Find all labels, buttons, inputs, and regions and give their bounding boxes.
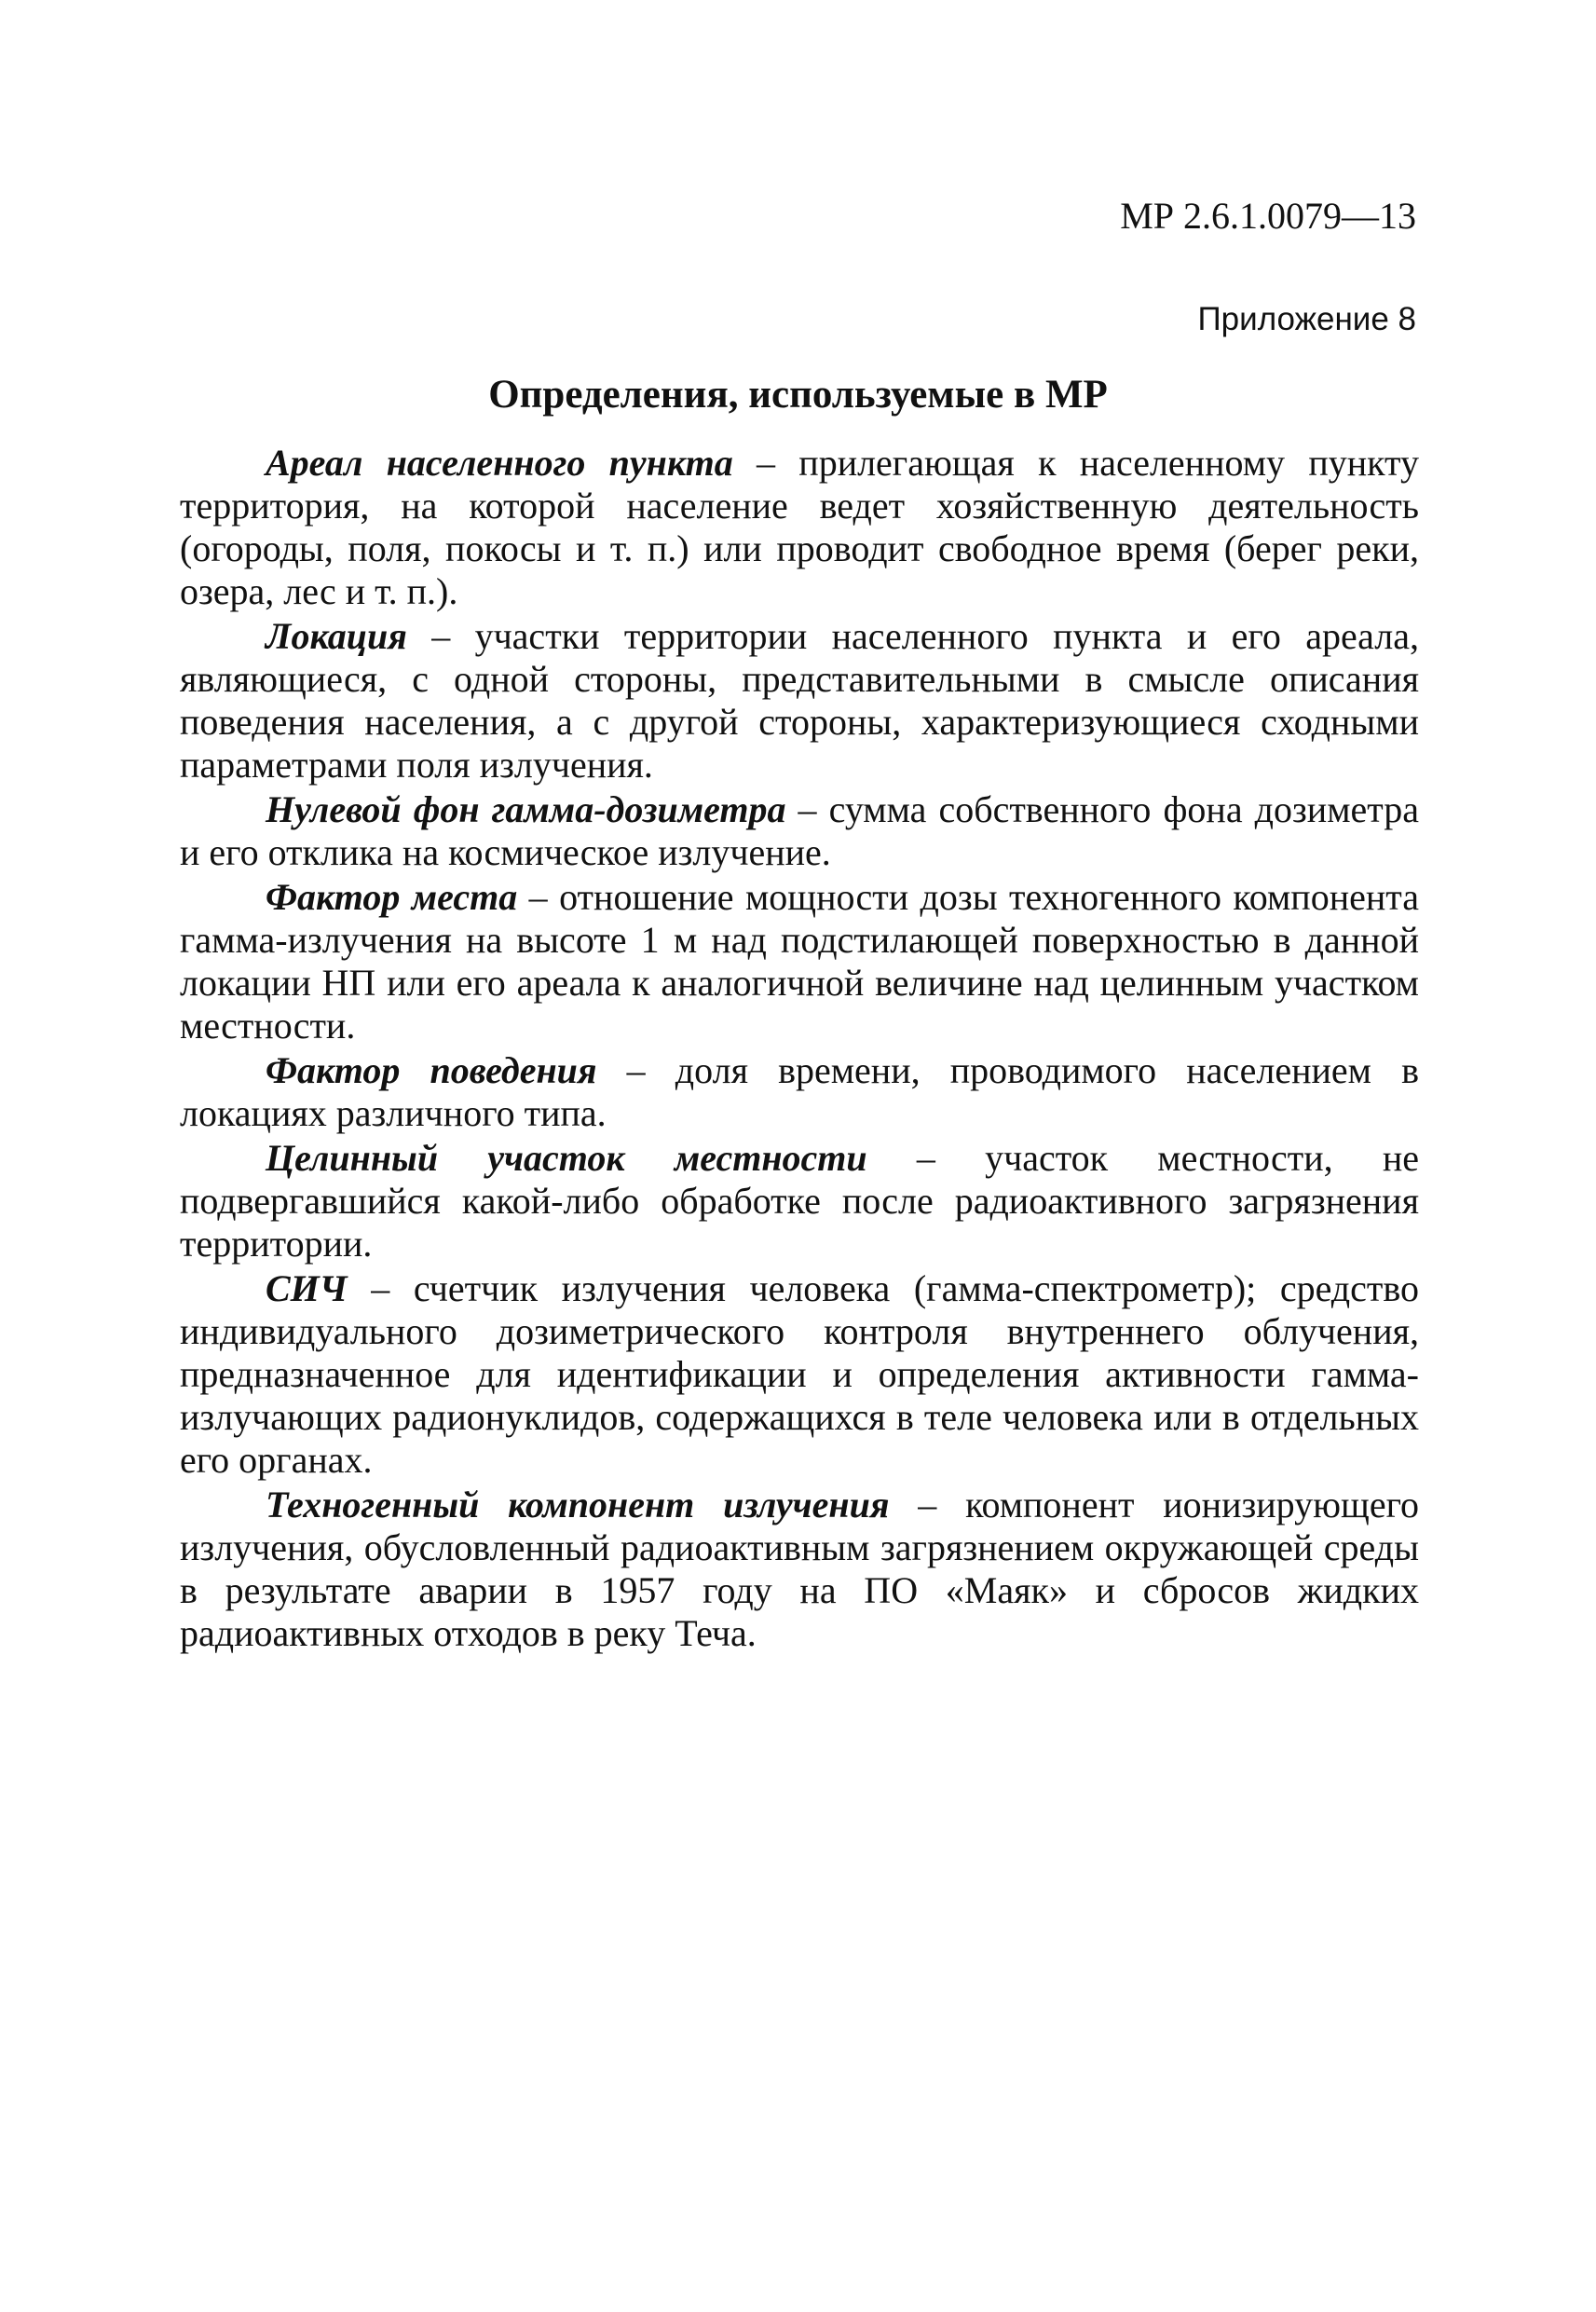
definition-entry [180,615,1419,787]
definition-term: Целинный участок местности [266,1137,867,1179]
definition-text: счетчик излучения человека (гамма-спектрометр); средство индивидуального дозиметрического контроля внутреннего облучения, предназначенное для идентификации и определения активности гамма-излучающих радионуклидов, содержащихся в теле человека или в отдельных его органах. [180,1267,1419,1481]
definition-entry [180,876,1419,1047]
definition-term: СИЧ [266,1267,348,1309]
definition-separator: – [785,788,829,830]
definition-text: отношение мощности дозы техногенного компонента гамма-излучения на высоте 1 м над подстилающей поверхностью в данной локации НП или его ареала к аналогичной величине над целинным участком местности. [180,876,1420,1047]
definition-text: участок местности, не подвергавшийся какой-либо обработке после радиоактивного загрязнения территории. [180,1137,1420,1265]
definition-term: Нулевой фон гамма-дозиметра [266,788,786,830]
definition-separator: – [889,1484,966,1525]
definition-entry [180,1137,1419,1265]
definition-text: сумма собственного фона дозиметра и его отклика на космическое излучение. [180,788,1420,873]
definition-separator: – [347,1267,414,1309]
appendix-label: Приложение 8 [1197,301,1416,337]
definition-entry [180,788,1419,874]
definition-entry [180,1049,1419,1135]
definition-separator: – [517,876,560,918]
definition-text: прилегающая к населенному пункту территория, на которой население ведет хозяйственную деятельность (огороды, поля, покосы и т. п.) или проводит свободное время (берег реки, озера, лес и т. п.). [180,442,1419,612]
definitions-list [180,442,1419,1657]
definition-term: Локация [266,615,407,657]
page-title: Определения, используемые в МР [488,373,1108,417]
definition-entry [180,442,1419,613]
definition-term: Ареал населенного пункта [266,442,733,484]
definition-entry [180,1484,1419,1655]
definition-term: Фактор поведения [266,1049,597,1091]
definition-text: компонент ионизирующего излучения, обусловленный радиоактивным загрязнением окружающей среды в результате аварии в 1957 году на ПО «Маяк» и сбросов жидких радиоактивных отходов в реку Теча. [180,1484,1419,1654]
definition-text: доля времени, проводимого населением в локациях различного типа. [180,1049,1419,1134]
definition-separator: – [596,1049,675,1091]
definition-separator: – [406,615,475,657]
definition-separator: – [732,442,799,484]
definition-text: участки территории населенного пункта и его ареала, являющиеся, с одной стороны, представительными в смысле описания поведения населения, а с другой стороны, характеризующиеся сходными параметрами поля излучения. [180,615,1420,786]
definition-term: Техногенный компонент излучения [266,1484,890,1525]
document-code: МР 2.6.1.0079—13 [1120,195,1416,237]
definition-term: Фактор места [266,876,518,918]
definition-separator: – [866,1137,986,1179]
definition-entry [180,1267,1419,1482]
